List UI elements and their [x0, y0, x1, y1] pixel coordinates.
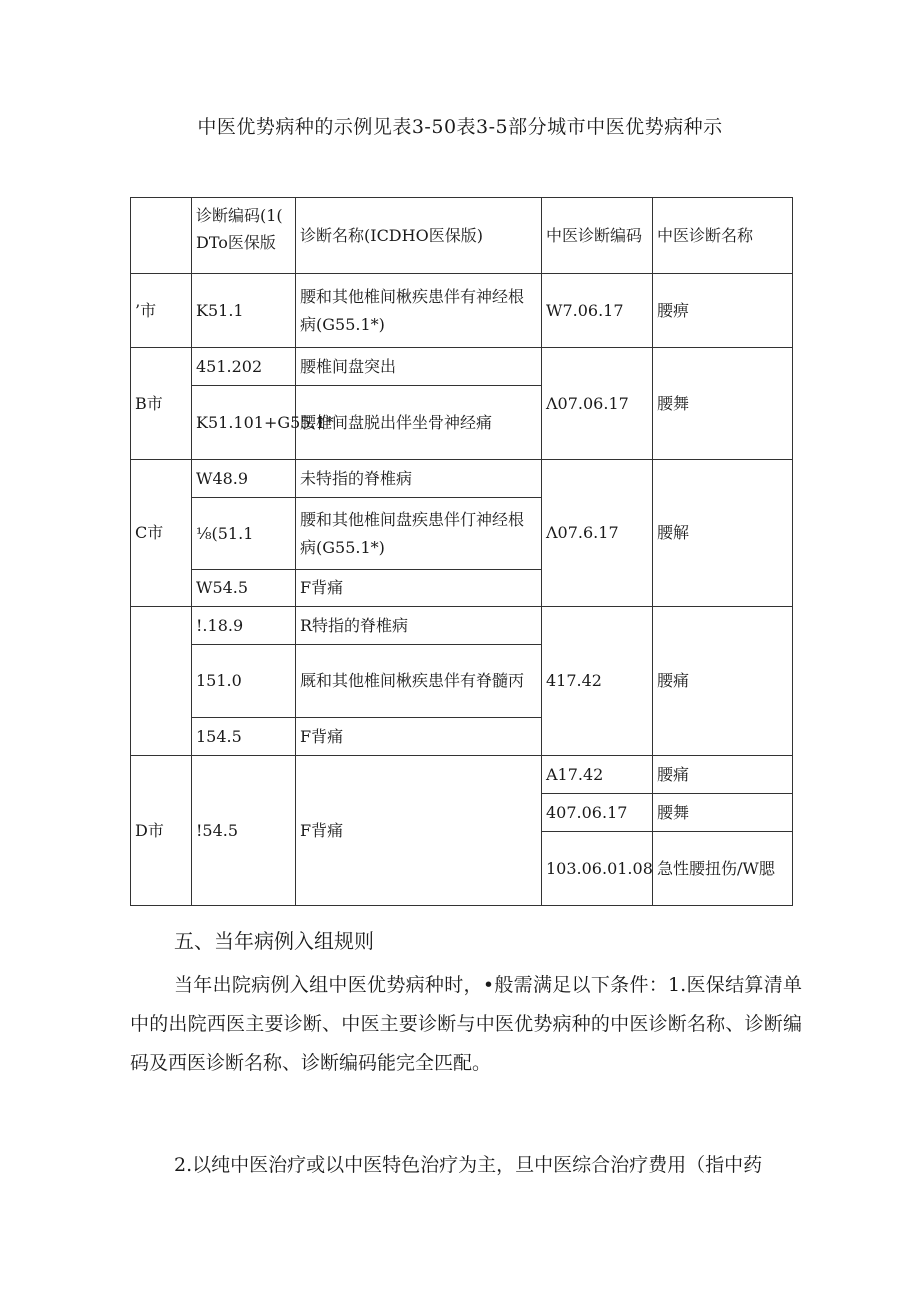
tcm-code-cell: 103.06.01.08 — [542, 832, 653, 906]
tcm-code-cell: 407.06.17 — [542, 794, 653, 832]
table-row — [131, 274, 793, 348]
diagnosis-name-cell: F背痛 — [296, 756, 542, 906]
diagnosis-name-cell: 腰椎间盘突出 — [296, 348, 542, 386]
tcm-code-cell: W7.06.17 — [542, 274, 653, 348]
tcm-name-cell: 腰痹 — [653, 274, 793, 348]
code-cell: K51.1 — [192, 274, 296, 348]
header-tcm-code: 中医诊断编码 — [542, 198, 653, 274]
diagnosis-name-cell: 腰椎间盘脱出伴坐骨神经痛 — [296, 386, 542, 460]
table-row — [131, 348, 793, 386]
header-code: 诊断编码(1( DTo医保版 — [192, 198, 296, 274]
diagnosis-name-cell: 厩和其他椎间楸疾患伴有脊髓丙 — [296, 645, 542, 718]
tcm-name-cell: 急性腰扭伤/W腮 — [653, 832, 793, 906]
header-city — [131, 198, 192, 274]
header-name: 诊断名称(ICDHO医保版) — [296, 198, 542, 274]
tcm-name-cell: 腰舞 — [653, 794, 793, 832]
diagnosis-name-cell: 腰和其他椎间盘疾患伴仃神经根病(G55.1*) — [296, 498, 542, 570]
code-cell: W54.5 — [192, 570, 296, 607]
diagnosis-name-cell: F背痛 — [296, 570, 542, 607]
tcm-code-cell: A17.42 — [542, 756, 653, 794]
tcm-name-cell: 腰痛 — [653, 756, 793, 794]
diagnosis-table — [130, 197, 793, 906]
diagnosis-name-cell: 未特指的脊椎病 — [296, 460, 542, 498]
code-cell: K51.101+G55.1* — [192, 386, 296, 460]
city-cell: ’市 — [131, 274, 192, 348]
code-cell: 151.0 — [192, 645, 296, 718]
tcm-name-cell: 腰舞 — [653, 348, 793, 460]
city-cell: B市 — [131, 348, 192, 460]
code-cell: ⅛(51.1 — [192, 498, 296, 570]
code-cell: 451.202 — [192, 348, 296, 386]
table-header-row — [131, 198, 793, 274]
city-cell: C市 — [131, 460, 192, 607]
city-cell: D市 — [131, 756, 192, 906]
diagnosis-name-cell: F背痛 — [296, 718, 542, 756]
header-tcm-name: 中医诊断名称 — [653, 198, 793, 274]
code-cell: 154.5 — [192, 718, 296, 756]
paragraph: 2.以纯中医治疗或以中医特色治疗为主，旦中医综合治疗费用（指中药 — [174, 1154, 763, 1176]
tcm-name-cell: 腰痛 — [653, 607, 793, 756]
table-row — [131, 756, 793, 794]
tcm-name-cell: 腰解 — [653, 460, 793, 607]
tcm-code-cell: Λ07.06.17 — [542, 348, 653, 460]
table-caption: 中医优势病种的示例见表3-50表3-5部分城市中医优势病种示 — [197, 116, 723, 138]
tcm-code-cell: Λ07.6.17 — [542, 460, 653, 607]
code-cell: !54.5 — [192, 756, 296, 906]
city-cell — [131, 607, 192, 756]
section-title: 五、当年病例入组规则 — [174, 929, 374, 953]
paragraph: 当年出院病例入组中医优势病种时，•般需满足以下条件：1.医保结算清单中的出院西医主要诊断、中医主要诊断与中医优势病种的中医诊断名称、诊断编码及西医诊断名称、诊断编码能完全匹配。 — [130, 974, 802, 1074]
table-row — [131, 607, 793, 645]
table-row — [131, 460, 793, 498]
tcm-code-cell: 417.42 — [542, 607, 653, 756]
diagnosis-name-cell: R特指的脊椎病 — [296, 607, 542, 645]
code-cell: W48.9 — [192, 460, 296, 498]
code-cell: !.18.9 — [192, 607, 296, 645]
diagnosis-name-cell: 腰和其他椎间楸疾患伴有神经根病(G55.1*) — [296, 274, 542, 348]
